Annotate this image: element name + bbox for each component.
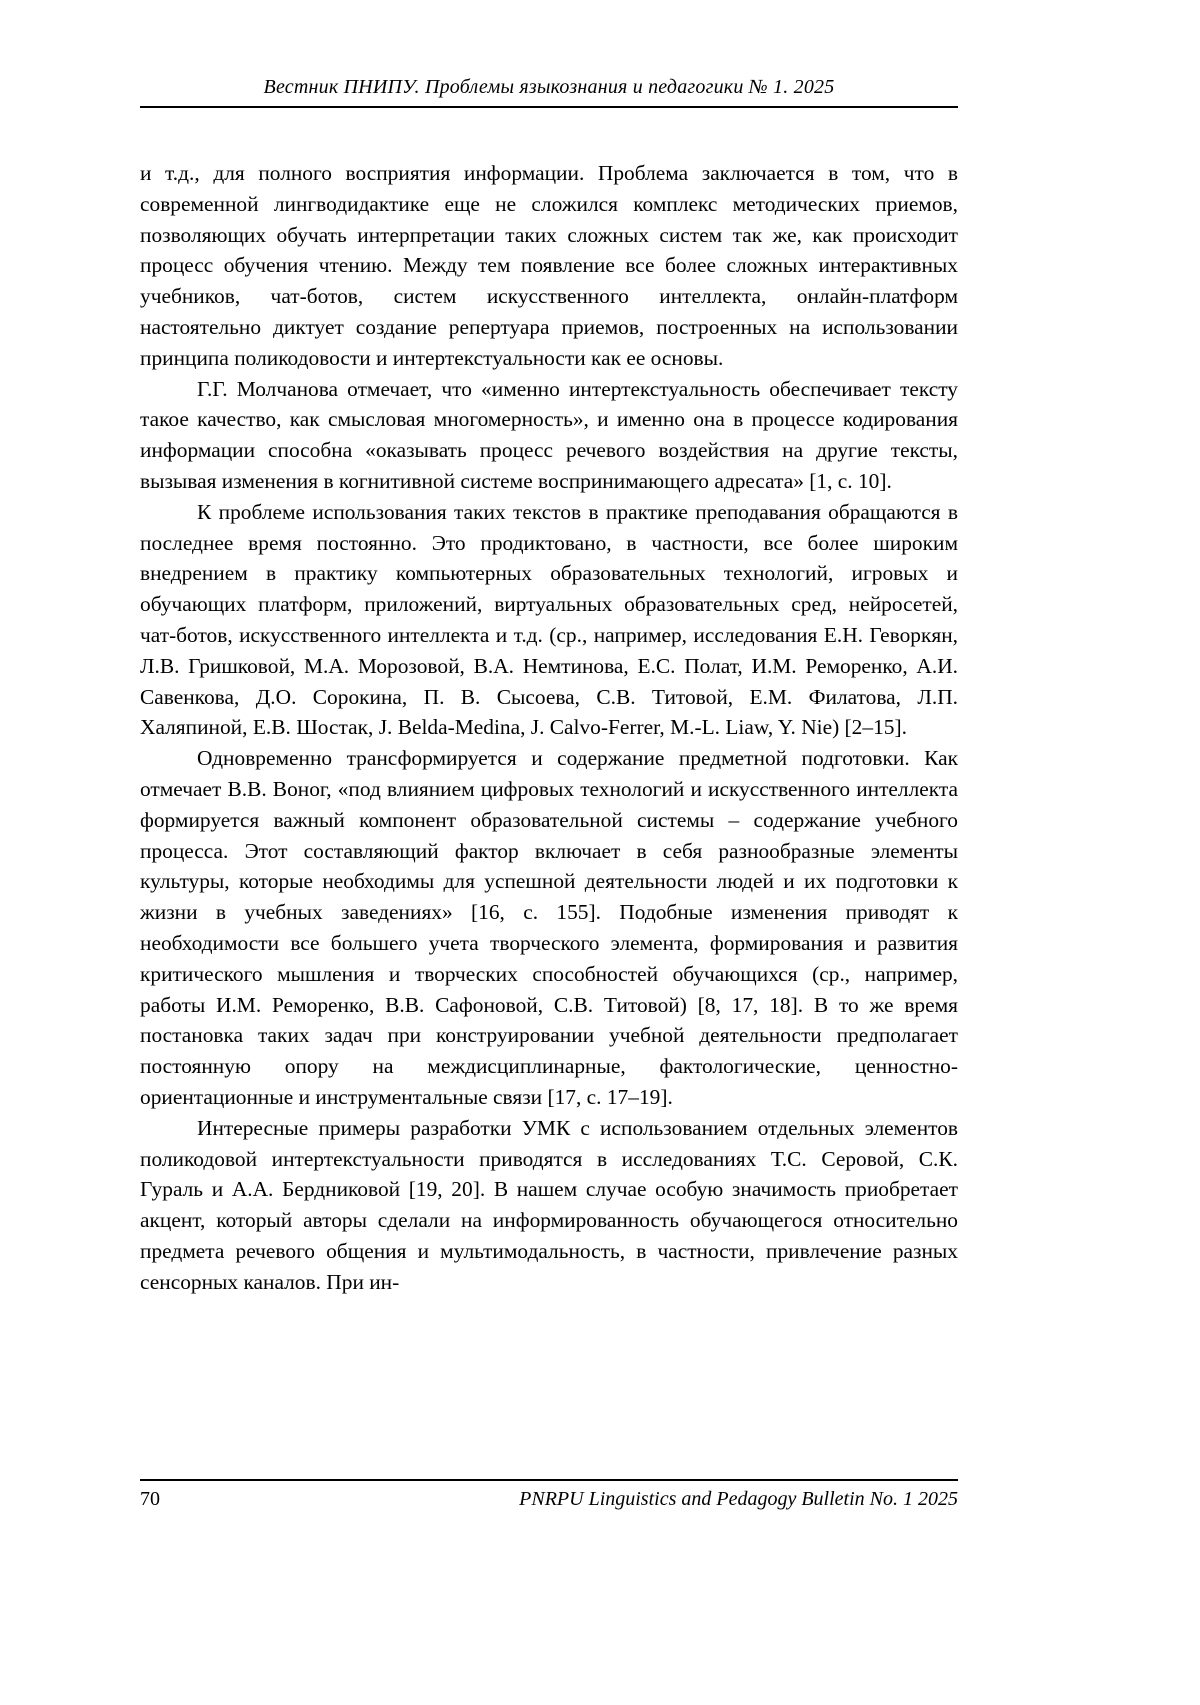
running-header: Вестник ПНИПУ. Проблемы языкознания и педагогики № 1. 2025 — [140, 76, 958, 108]
page-number: 70 — [140, 1488, 160, 1510]
article-body — [140, 158, 958, 1297]
paragraph-3: К проблеме использования таких текстов в практике преподавания обращаются в последнее время постоянно. Это продиктовано, в частности, все более широким внедрением в практику компьютерных образовательных технологий, игровых и обучающих платформ, приложений, виртуальных образовательных сред, нейросетей, чат-ботов, искусственного интеллекта и т.д. (ср., например, исследования Е.Н. Геворкян, Л.В. Гришковой, М.А. Морозовой, В.А. Немтинова, Е.С. Полат, И.М. Реморенко, А.И. Савенкова, Д.О. Сорокина, П. В. Сысоева, С.В. Титовой, Е.М. Филатова, Л.П. Халяпиной, Е.В. Шостак, J. Belda-Medina, J. Calvo-Ferrer, M.-L. Liaw, Y. Nie) [2–15]. — [140, 499, 958, 740]
page-footer — [140, 1479, 958, 1511]
paragraph-2: Г.Г. Молчанова отмечает, что «именно интертекстуальность обеспечивает тексту такое качество, как смысловая многомерность», и именно она в процессе кодирования информации способна «оказывать процесс речевого воздействия на другие тексты, вызывая изменения в когнитивной системе воспринимающего адресата» [1, с. 10]. — [140, 376, 958, 493]
paragraph-1: и т.д., для полного восприятия информации. Проблема заключается в том, что в современной лингводидактике еще не сложился комплекс методических приемов, позволяющих обучать интерпретации таких сложных систем так же, как происходит процесс обучения чтению. Между тем появление все более сложных интерактивных учебников, чат-ботов, систем искусственного интеллекта, онлайн-платформ настоятельно диктует создание репертуара приемов, построенных на использовании принципа поликодовости и интертекстуальности как ее основы. — [140, 161, 958, 370]
paragraph-4: Одновременно трансформируется и содержание предметной подготовки. Как отмечает В.В. Воног, «под влиянием цифровых технологий и искусственного интеллекта формируется важный компонент образовательной системы – содержание учебного процесса. Этот составляющий фактор включает в себя разнообразные элементы культуры, которые необходимы для успешной деятельности людей и их подготовки к жизни в учебных заведениях» [16, с. 155]. Подобные изменения приводят к необходимости все большего учета творческого элемента, формирования и развития критического мышления и творческих способностей обучающихся (ср., например, работы И.М. Реморенко, В.В. Сафоновой, С.В. Титовой) [8, 17, 18]. В то же время постановка таких задач при конструировании учебной деятельности предполагает постоянную опору на междисциплинарные, фактологические, ценностно-ориентационные и инструментальные связи [17, с. 17–19]. — [140, 746, 958, 1109]
paragraph-5: Интересные примеры разработки УМК с использованием отдельных элементов поликодовой интертекстуальности приводятся в исследованиях Т.С. Серовой, С.К. Гураль и А.А. Бердниковой [19, 20]. В нашем случае особую значимость приобретает акцент, который авторы сделали на информированность обучающегося относительно предмета речевого общения и мультимодальность, в частности, привлечение разных сенсорных каналов. При ин- — [140, 1115, 958, 1294]
footer-journal-title: PNRPU Linguistics and Pedagogy Bulletin No. 1 2025 — [519, 1488, 958, 1510]
